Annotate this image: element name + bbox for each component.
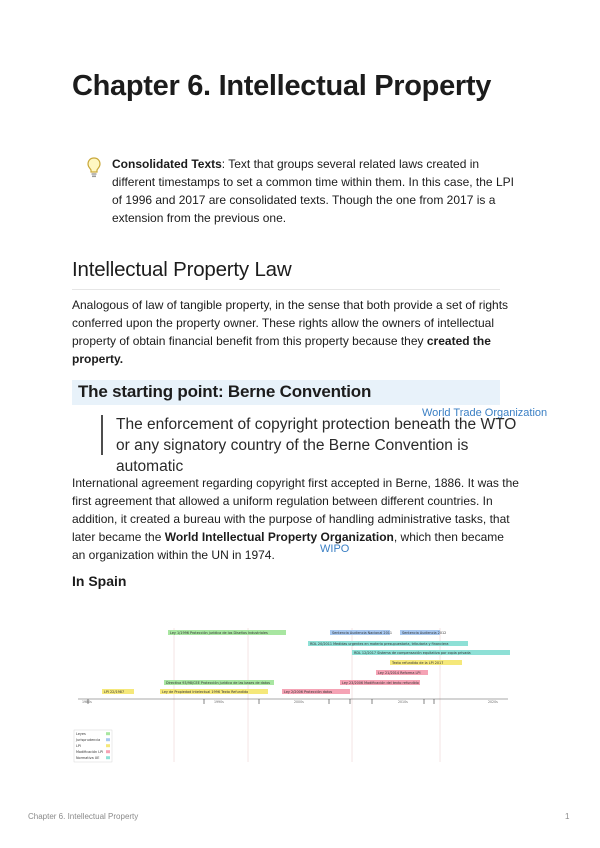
event-3 <box>308 641 468 646</box>
event-label: LPI 22/1987 <box>104 689 125 694</box>
paragraph-text: International agreement regarding copyright first accepted in Berne, 1886. It was the first agreement that allowed a uniform regulation between different countries. In addition, it created a bureau with the purpose of handling administrative tasks, that later became the <box>72 476 519 544</box>
spain-heading: In Spain <box>72 573 127 589</box>
callout-note <box>112 155 522 227</box>
footer-chapter: Chapter 6. Intellectual Property <box>28 812 139 821</box>
axis-label: 2010s <box>398 700 408 704</box>
event-11 <box>282 689 350 694</box>
event-10 <box>160 689 268 694</box>
event-label: Ley 2/2006 Protección datos <box>284 689 333 694</box>
event-label: Sentencia Audiencia Nacional 2011 <box>332 630 393 635</box>
event-label: RDL 20/2011 Medidas urgentes en materia presupuestaria, tributaria y financiera <box>310 641 449 646</box>
annotation-wto: World Trade Organization <box>422 407 548 419</box>
quote-bar <box>101 415 103 455</box>
event-0 <box>168 630 286 635</box>
lightbulb-icon <box>86 156 102 180</box>
axis-label: 1980s <box>82 700 92 704</box>
axis-label: 1990s <box>214 700 224 704</box>
section-divider <box>72 289 500 290</box>
legend-label: Normativa UE <box>76 756 100 760</box>
event-7 <box>340 680 420 685</box>
event-1 <box>330 630 392 635</box>
event-2 <box>400 630 446 635</box>
event-label: Ley 23/2006 Modificación del texto refundido <box>342 680 419 685</box>
subsection-heading: The starting point: Berne Convention <box>72 380 500 405</box>
callout-term: Consolidated Texts <box>112 157 222 171</box>
event-6 <box>376 670 428 675</box>
event-8 <box>164 680 274 685</box>
paragraph-text: Analogous of law of tangible property, in the sense that both provide a set of rights conferred upon the property owner. These rights allow the owners of intellectual property of obtain financial benefit from this property because they <box>72 298 509 348</box>
event-4 <box>352 650 510 655</box>
section-paragraph <box>72 296 520 368</box>
spain-timeline-figure <box>72 618 528 768</box>
event-label: Ley de Propiedad Intelectual 1996 Texto Refundido <box>162 689 249 694</box>
paragraph-emphasis: created the property. <box>72 334 491 366</box>
legend-label: Leyes <box>76 732 86 736</box>
blockquote: The enforcement of copyright protection beneath the WTO or any signatory country of the Berne Convention is automatic <box>116 416 517 475</box>
event-label: Texto refundido de la LPI 2017 <box>392 660 444 665</box>
event-label: Ley 1/1996 Protección jurídica de los Diseños Industriales <box>170 630 268 635</box>
paragraph-text-end: , which then became an organization within the UN in 1974. <box>72 530 504 562</box>
berne-paragraph <box>72 474 520 564</box>
event-label: RDL 12/2017 Sistema de compensación equitativa por copia privada <box>354 650 471 655</box>
legend-label: Jurisprudencia <box>76 738 101 742</box>
event-label: Sentencia Audiencia 2012 <box>402 630 447 635</box>
event-5 <box>390 660 462 665</box>
event-label: Ley 21/2014 Reforma LPI <box>378 670 421 675</box>
timeline-svg <box>72 618 528 768</box>
event-label: Directiva 93/98/CEE Protección jurídica de las bases de datos <box>166 680 271 685</box>
section-heading: Intellectual Property Law <box>72 258 292 281</box>
axis-label: 2000s <box>294 700 304 704</box>
legend-label: LPI <box>76 744 81 748</box>
page-number: 1 <box>565 812 570 821</box>
event-9 <box>102 689 134 694</box>
axis-label: 2020s <box>488 700 498 704</box>
page-title: Chapter 6. Intellectual Property <box>72 70 492 102</box>
callout-definition: : Text that groups several related laws created in different timestamps to set a common time within them. In this case, the LPI of 1996 and 2017 are consolidated texts. Though the one from 2017 is a extension from the previous one. <box>112 157 514 225</box>
paragraph-emphasis: World Intellectual Property Organization <box>164 530 394 544</box>
legend-label: Modificación LPI <box>76 750 104 754</box>
timeline-legend <box>74 730 112 762</box>
annotation-wipo: WIPO <box>320 543 350 555</box>
